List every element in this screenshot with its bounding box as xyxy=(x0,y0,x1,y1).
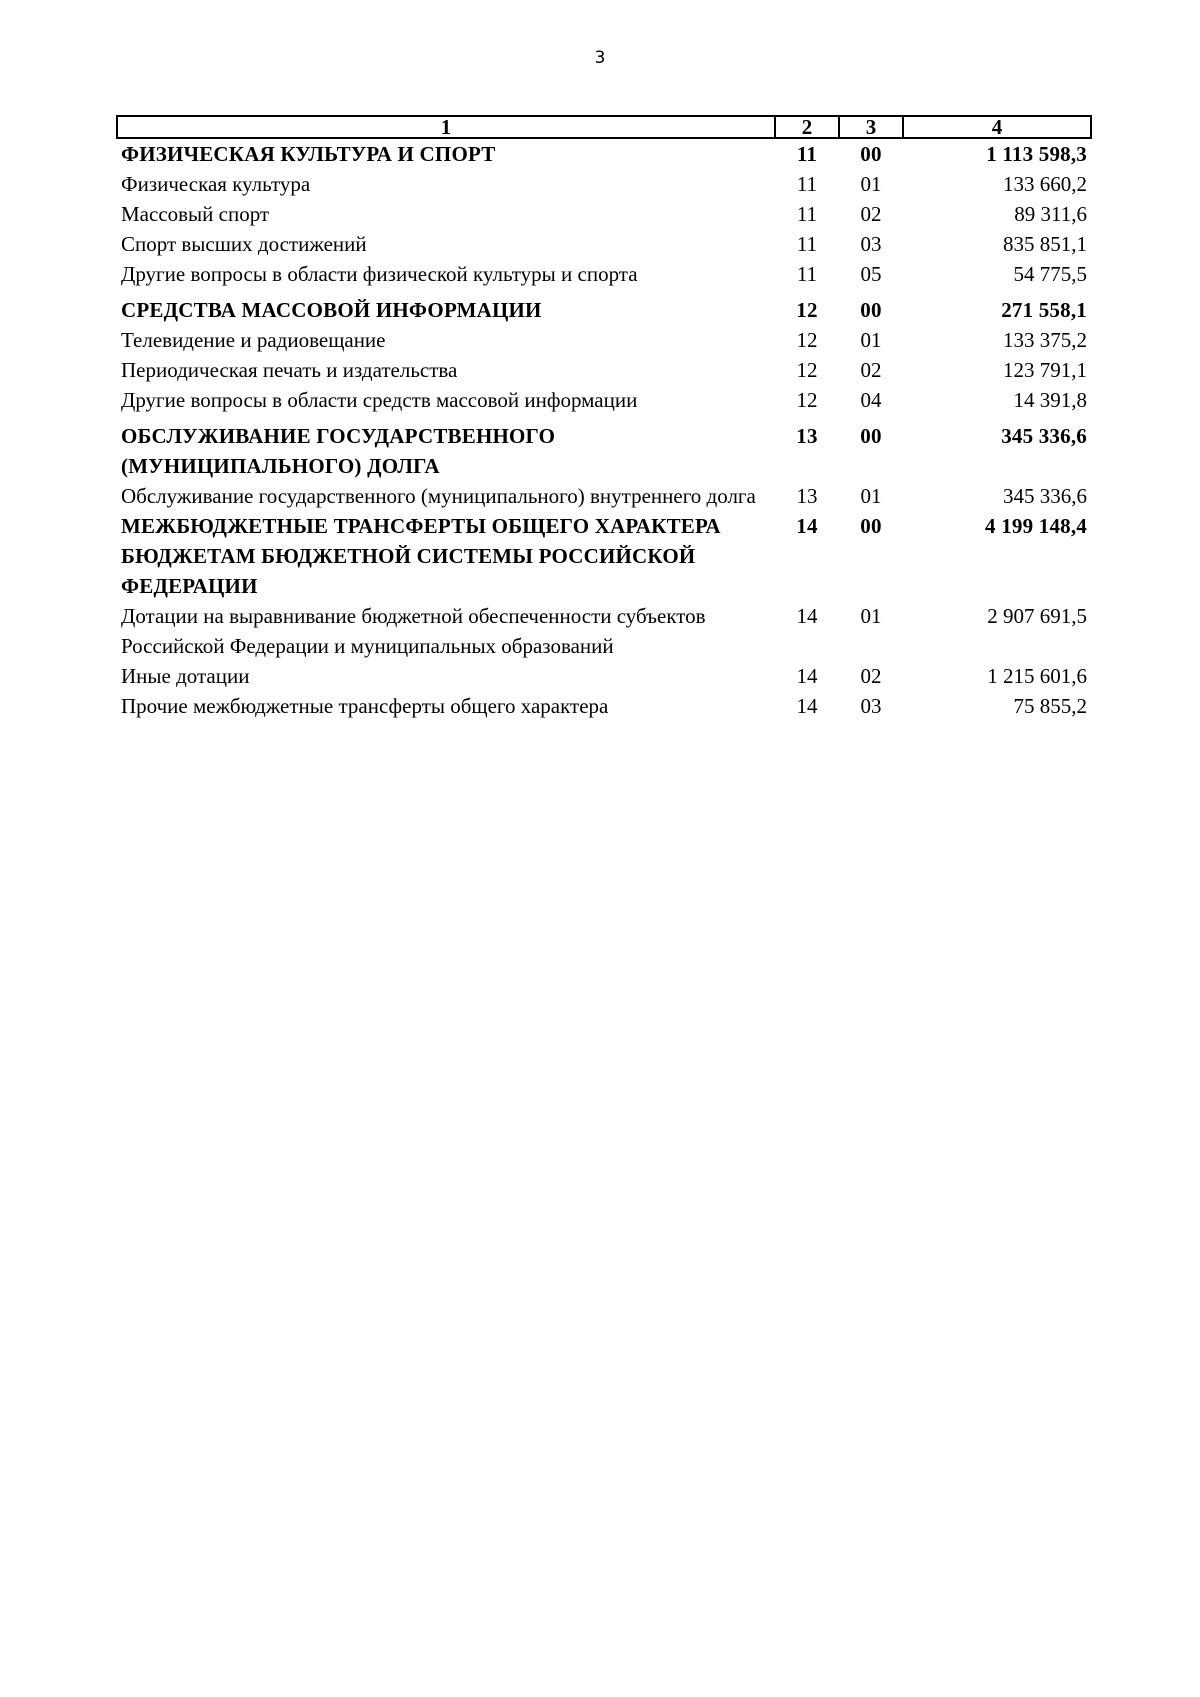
row-subsection-code: 00 xyxy=(860,298,882,322)
row-name: Другие вопросы в области физической культуры и спорта xyxy=(121,262,638,286)
row-section-code: 12 xyxy=(796,328,818,352)
row-section-code: 11 xyxy=(796,172,818,196)
row-subsection-code: 01 xyxy=(860,604,882,628)
header-col-4: 4 xyxy=(903,116,1091,138)
row-subsection-code: 01 xyxy=(860,172,882,196)
row-name: Другие вопросы в области средств массовой информации xyxy=(121,388,638,412)
row-amount: 345 336,6 xyxy=(1001,424,1087,448)
row-section-code: 12 xyxy=(796,298,818,322)
row-section-code: 12 xyxy=(796,358,818,382)
row-section-code: 11 xyxy=(796,232,818,256)
row-amount: 1 215 601,6 xyxy=(987,664,1087,688)
row-name: Периодическая печать и издательства xyxy=(121,358,458,382)
row-section-code: 11 xyxy=(796,142,818,166)
row-amount: 4 199 148,4 xyxy=(985,514,1087,538)
row-section-code: 13 xyxy=(796,424,818,448)
row-subsection-code: 02 xyxy=(860,664,882,688)
row-name: Обслуживание государственного (муниципального) внутреннего долга xyxy=(121,484,756,508)
row-name: ОБСЛУЖИВАНИЕ ГОСУДАРСТВЕННОГО (МУНИЦИПАЛЬНОГО) ДОЛГА xyxy=(121,424,556,478)
row-amount: 835 851,1 xyxy=(1003,232,1087,256)
row-subsection-code: 01 xyxy=(860,484,882,508)
row-name: ФИЗИЧЕСКАЯ КУЛЬТУРА И СПОРТ xyxy=(121,142,496,166)
row-section-code: 11 xyxy=(796,202,818,226)
table-header xyxy=(117,116,1091,138)
row-subsection-code: 02 xyxy=(860,202,882,226)
budget-table-container xyxy=(116,115,1090,721)
row-section-code: 14 xyxy=(796,604,818,628)
table-row-section xyxy=(117,415,1091,481)
row-amount: 133 375,2 xyxy=(1003,328,1087,352)
row-section-code: 13 xyxy=(796,484,818,508)
table-row xyxy=(117,481,1091,511)
header-col-1: 1 xyxy=(117,116,775,138)
header-col-2: 2 xyxy=(775,116,839,138)
header-row xyxy=(117,116,1091,138)
table-row xyxy=(117,325,1091,355)
table-row-section xyxy=(117,511,1091,601)
row-name: Телевидение и радиовещание xyxy=(121,328,386,352)
row-subsection-code: 04 xyxy=(860,388,882,412)
row-name: Спорт высших достижений xyxy=(121,232,367,256)
row-section-code: 14 xyxy=(796,664,818,688)
table-row xyxy=(117,691,1091,721)
table-row xyxy=(117,259,1091,289)
table-row xyxy=(117,199,1091,229)
row-section-code: 14 xyxy=(796,514,818,538)
row-subsection-code: 05 xyxy=(860,262,882,286)
row-amount: 14 391,8 xyxy=(1013,388,1087,412)
row-name: Дотации на выравнивание бюджетной обеспеченности субъектов Российской Федерации и муниципальных образований xyxy=(121,604,706,658)
row-name: МЕЖБЮДЖЕТНЫЕ ТРАНСФЕРТЫ ОБЩЕГО ХАРАКТЕРА БЮДЖЕТАМ БЮДЖЕТНОЙ СИСТЕМЫ РОССИЙСКОЙ ФЕДЕРАЦИИ xyxy=(121,514,721,598)
row-amount: 271 558,1 xyxy=(1001,298,1087,322)
table-row-section xyxy=(117,138,1091,169)
row-amount: 54 775,5 xyxy=(1013,262,1087,286)
table-row xyxy=(117,169,1091,199)
row-subsection-code: 00 xyxy=(860,514,882,538)
row-section-code: 12 xyxy=(796,388,818,412)
header-col-3: 3 xyxy=(839,116,903,138)
row-subsection-code: 03 xyxy=(860,232,882,256)
page-number: 3 xyxy=(594,48,606,68)
row-name: СРЕДСТВА МАССОВОЙ ИНФОРМАЦИИ xyxy=(121,298,542,322)
row-amount: 75 855,2 xyxy=(1013,694,1087,718)
row-name: Физическая культура xyxy=(121,172,311,196)
row-amount: 2 907 691,5 xyxy=(987,604,1087,628)
row-amount: 1 113 598,3 xyxy=(986,142,1087,166)
row-amount: 133 660,2 xyxy=(1003,172,1087,196)
table-row xyxy=(117,601,1091,661)
table-row xyxy=(117,385,1091,415)
row-section-code: 14 xyxy=(796,694,818,718)
table-body xyxy=(117,138,1091,721)
row-name: Прочие межбюджетные трансферты общего характера xyxy=(121,694,609,718)
table-row xyxy=(117,661,1091,691)
budget-table xyxy=(116,115,1092,721)
table-row xyxy=(117,229,1091,259)
row-amount: 89 311,6 xyxy=(1014,202,1087,226)
row-section-code: 11 xyxy=(796,262,818,286)
row-subsection-code: 00 xyxy=(860,424,882,448)
row-subsection-code: 02 xyxy=(860,358,882,382)
row-name: Массовый спорт xyxy=(121,202,270,226)
table-row-section xyxy=(117,289,1091,325)
row-subsection-code: 00 xyxy=(860,142,882,166)
row-subsection-code: 01 xyxy=(860,328,882,352)
row-amount: 123 791,1 xyxy=(1003,358,1087,382)
table-row xyxy=(117,355,1091,385)
row-amount: 345 336,6 xyxy=(1003,484,1087,508)
row-name: Иные дотации xyxy=(121,664,250,688)
row-subsection-code: 03 xyxy=(860,694,882,718)
